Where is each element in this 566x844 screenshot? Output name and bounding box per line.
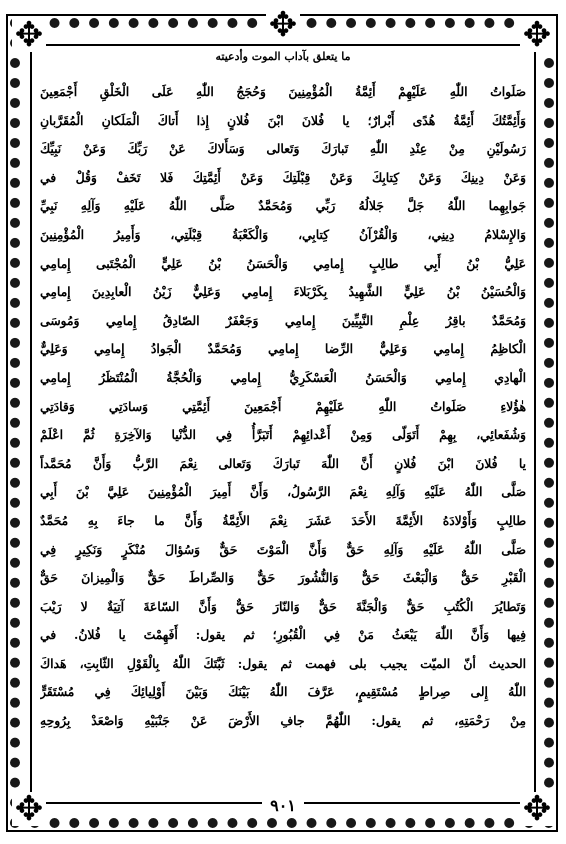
text-line: الْقَبْرِ حَقٌّ وَالْبَعْثَ حَقٌّ وَالنُّشُورَ حَقٌّ وَالصِّراطَ حَقٌّ وَالْمِيزانَ حَقٌّ (40, 570, 526, 586)
text-line: فِيها وَأَنَّ اللّٰهَ يَبْعَثُ مَنْ فِي الْقُبُورِ؛ ثم يقول: أَفَهِمْتَ يا فُلانُ. في (40, 627, 526, 643)
text-line: وَأَئِمَّتُكَ أَئِمَّةُ هُدًى أَبْرارٌ؛ يا فُلانَ ابْنَ فُلانٍ إِذا أَتاكَ الْمَلَكانِ الْمُقَرَّبانِ (40, 112, 526, 128)
text-line: وَمُحَمَّدٌ باقِرُ عِلْمِ النَّبِيِّينَ إِمامِي وَجَعْفَرٌ الصّادِقُ إِمامِي وَمُوسَى (40, 312, 526, 328)
text-line: الْكاظِمُ إِمامِي وَعَلِيٌّ الرِّضا إِمامِي وَمُحَمَّدٌ الْجَوادُ إِمامِي وَعَلِيٌّ (40, 341, 526, 357)
text-line: هٰؤُلاءِ صَلَواتُ اللّٰهِ عَلَيْهِمْ أَجْمَعِينَ أَئِمَّتِي وَسادَتِي وَقادَتِي (40, 398, 526, 414)
text-line: وَتَطايُرَ الْكُتُبِ حَقٌّ وَالْجَنَّةَ حَقٌّ وَالنّارَ حَقٌّ وَأَنَّ السّاعَةَ آتِيَةٌ لا رَيْبَ (40, 598, 526, 614)
text-line: صَلَواتُ اللّٰهِ عَلَيْهِمْ أَئِمَّةُ الْمُؤْمِنِينَ وَحُجَجُ اللّٰهِ عَلَى الْخَلْقِ أَجْمَعِينَ (40, 84, 526, 99)
page-number: ٩٠١ (262, 796, 304, 815)
text-line: الْهادِي إِمامِي وَالْحَسَنُ الْعَسْكَرِيُّ إِمامِي وَالْحُجَّةُ الْمُنْتَظَرُ إِمامِي (40, 369, 526, 385)
corner-ornament-icon: ✥ (12, 18, 46, 52)
text-line: يا فُلانَ ابْنَ فُلانٍ أَنَّ اللّٰهَ تَبارَكَ وَتَعالى نِعْمَ الرَّبُّ وَأَنَّ مُحَمَّداً (40, 455, 526, 471)
top-center-ornament-icon: ✥ (266, 8, 300, 42)
corner-ornament-icon: ✥ (520, 792, 554, 826)
text-line: رَسُولَيْنِ مِنْ عِنْدِ اللّٰهِ تَبارَكَ وَتَعالى وَسَأَلاكَ عَنْ رَبِّكَ وَعَنْ نَبِيِّكَ (40, 141, 526, 157)
text-line: اللّٰهُ إِلى صِراطٍ مُسْتَقِيمٍ، عَرَّفَ اللّٰهُ بَيْنَكَ وَبَيْنَ أَوْلِيائِكَ فِي مُسْتَقَرٍّ (40, 684, 526, 700)
text-line: وَالإِسْلامُ دِينِي، وَالْقُرْآنُ كِتابِي، وَالْكَعْبَةُ قِبْلَتِي، وَأَمِيرُ الْمُؤْمِنِينَ (40, 226, 526, 242)
text-line: وَشُفَعائِي، بِهِمْ أَتَوَلّى وَمِنْ أَعْدائِهِمْ أَتَبَرَّأُ فِي الدُّنْيا وَالآخِرَةِ ثُمَّ اعْلَمْ (40, 427, 526, 443)
text-line: عَلِيُّ بْنُ أَبِي طالِبٍ إِمامِي وَالْحَسَنُ بْنُ عَلِيٍّ الْمُجْتَبى إِمامِي (40, 255, 526, 271)
text-line: وَالْحُسَيْنُ بْنُ عَلِيٍّ الشَّهِيدُ بِكَرْبَلاءَ إِمامِي وَعَلِيٌّ زَيْنُ الْعابِدِينَ إِمامِي (40, 284, 526, 300)
text-line: مِنْ رَحْمَتِهِ، ثم يقول: اللّٰهُمَّ جافِ الأَرْضَ عَنْ جَنْبَيْهِ وَاصْعَدْ بِرُوحِهِ (40, 713, 526, 729)
text-line: جَوابِهِما اللّٰهُ جَلَّ جَلالُهُ رَبِّي وَمُحَمَّدٌ صَلَّى اللّٰهُ عَلَيْهِ وَآلِهِ نَبِيِّ (40, 198, 526, 214)
page-number-container (0, 796, 566, 815)
body-text (40, 78, 526, 800)
corner-ornament-icon: ✥ (12, 792, 46, 826)
running-head-title: ما يتعلق بآداب الموت وأدعيته (206, 50, 361, 63)
text-line: وَعَنْ دِينِكَ وَعَنْ كِتابِكَ وَعَنْ قِبْلَتِكَ وَعَنْ أَئِمَّتِكَ فَلا تَخَفْ وَقُلْ في (40, 169, 526, 185)
text-line: الحديث أنّ الميّت يجيب بلى فهمت ثم يقول: ثَبَّتَكَ اللّٰهُ بِالْقَوْلِ الثّابِتِ، هَداكَ (40, 655, 526, 671)
text-line: طالِبٍ وَأَوْلادَهُ الأَئِمَّةَ الأَحَدَ عَشَرَ نِعْمَ الأَئِمَّةُ وَأَنَّ ما جاءَ بِهِ مُحَمَّدٌ (40, 512, 526, 528)
text-line: صَلَّى اللّٰهُ عَلَيْهِ وَآلِهِ نِعْمَ الرَّسُولُ، وَأَنَّ أَمِيرَ الْمُؤْمِنِينَ عَلِيَّ بْنَ أَبِي (40, 484, 526, 500)
corner-ornament-icon: ✥ (520, 18, 554, 52)
text-line: صَلَّى اللّٰهُ عَلَيْهِ وَآلِهِ حَقٌّ وَأَنَّ الْمَوْتَ حَقٌّ وَسُؤالَ مُنْكَرٍ وَنَكِيرٍ فِي (40, 541, 526, 557)
running-head (30, 44, 536, 68)
